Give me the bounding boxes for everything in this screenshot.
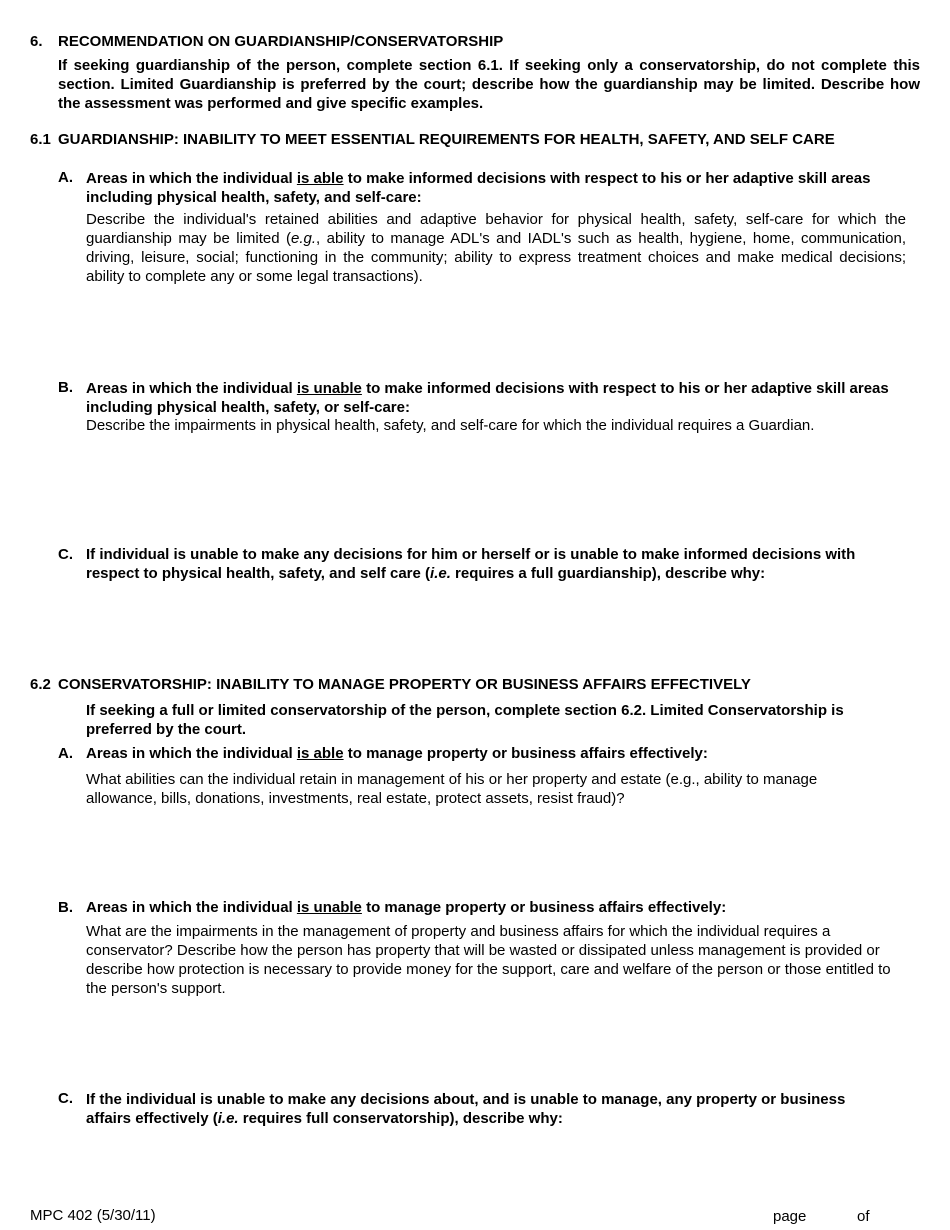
desc-text: , ability to manage ADL's and IADL's such as health, hygiene, home, communication, driving, leisure, social; functioning in the community; ability to express treatment choices and make medical decisions; ability to complete any or some legal transactions). [86,230,906,285]
section-6-1-b-letter: B. [58,379,73,396]
page-label: page [773,1208,807,1225]
section-6-number: 6. [30,33,43,50]
heading-text: to manage property or business affairs effectively: [361,899,727,916]
section-6-2-b-letter: B. [58,899,73,916]
heading-underlined: is able [296,170,344,187]
heading-text: If individual is unable to make any decisions for him or herself or is unable to make informed decisions with respect to physical health, safety, and self care ( [86,546,856,582]
heading-text: Areas in which the individual [86,899,297,916]
section-6-1-a-description [86,210,906,286]
of-label: of [857,1208,870,1225]
heading-italic: i.e. [217,1110,239,1127]
heading-text: Areas in which the individual [86,170,297,187]
section-6-1-a-heading [86,169,920,207]
section-6-2-title: CONSERVATORSHIP: INABILITY TO MANAGE PROPERTY OR BUSINESS AFFAIRS EFFECTIVELY [58,676,751,693]
section-6-2-c-heading [86,1090,886,1128]
heading-italic: i.e. [430,565,451,582]
desc-italic: e.g. [291,230,317,247]
section-6-2-a-description: What abilities can the individual retain in management of his or her property and estate (e.g., ability to manage allowance, bills, donations, investments, real estate, protect assets, resist fraud)? [86,771,818,807]
section-6-1-a-letter: A. [58,169,73,186]
section-6-2-number: 6.2 [30,676,51,693]
heading-text: Areas in which the individual [86,380,297,397]
desc-text: Describe the individual's retained abilities and adaptive behavior for physical health, safety, self-care for which the guardianship may be limited ( [86,211,906,247]
section-6-2-b-heading [86,899,726,916]
heading-underlined: is able [296,745,344,762]
heading-text: to make informed decisions with respect to his or her adaptive skill areas including physical health, safety, or self-care: [86,380,889,416]
section-6-2-a-heading [86,745,708,762]
heading-text: to make informed decisions with respect to his or her adaptive skill areas including physical health, safety, and self-care: [86,170,871,206]
section-6-title: RECOMMENDATION ON GUARDIANSHIP/CONSERVATORSHIP [58,33,504,50]
section-6-instructions: If seeking guardianship of the person, complete section 6.1. If seeking only a conservatorship, do not complete this section. Limited Guardianship is preferred by the court; describe how the guardianship may be limited. Describe how the assessment was performed and give specific examples. [58,57,920,112]
heading-text: Areas in which the individual [86,745,297,762]
section-6-1-c-letter: C. [58,546,73,563]
form-id: MPC 402 (5/30/11) [30,1207,156,1224]
heading-text: to manage property or business affairs effectively: [343,745,708,762]
section-6-1-b-heading [86,379,920,417]
section-6-2-instructions: If seeking a full or limited conservatorship of the person, complete section 6.2. Limited Conservatorship is preferred by the court. [86,702,844,738]
section-6-2-b-description: What are the impairments in the management of property and business affairs for which the individual requires a conservator? Describe how the person has property that will be wasted or dissipated unless management is provided or describe how protection is necessary to provide money for the support, care and welfare of the person or those entitled to the person's support. [86,923,891,997]
heading-underlined: is unable [296,380,362,397]
section-6-1-number: 6.1 [30,131,51,148]
heading-text: If the individual is unable to make any decisions about, and is unable to manage, any property or business affairs effectively ( [86,1091,846,1127]
heading-text: requires full conservatorship), describe why: [238,1110,563,1127]
section-6-1-b-description: Describe the impairments in physical health, safety, and self-care for which the individual requires a Guardian. [86,417,815,434]
section-6-1-title: GUARDIANSHIP: INABILITY TO MEET ESSENTIAL REQUIREMENTS FOR HEALTH, SAFETY, AND SELF CARE [58,131,835,148]
section-6-2-a-letter: A. [58,745,73,762]
section-6-2-c-letter: C. [58,1090,73,1107]
heading-text: requires a full guardianship), describe why: [450,565,766,582]
section-6-1-c-heading [86,545,912,583]
heading-underlined: is unable [296,899,362,916]
